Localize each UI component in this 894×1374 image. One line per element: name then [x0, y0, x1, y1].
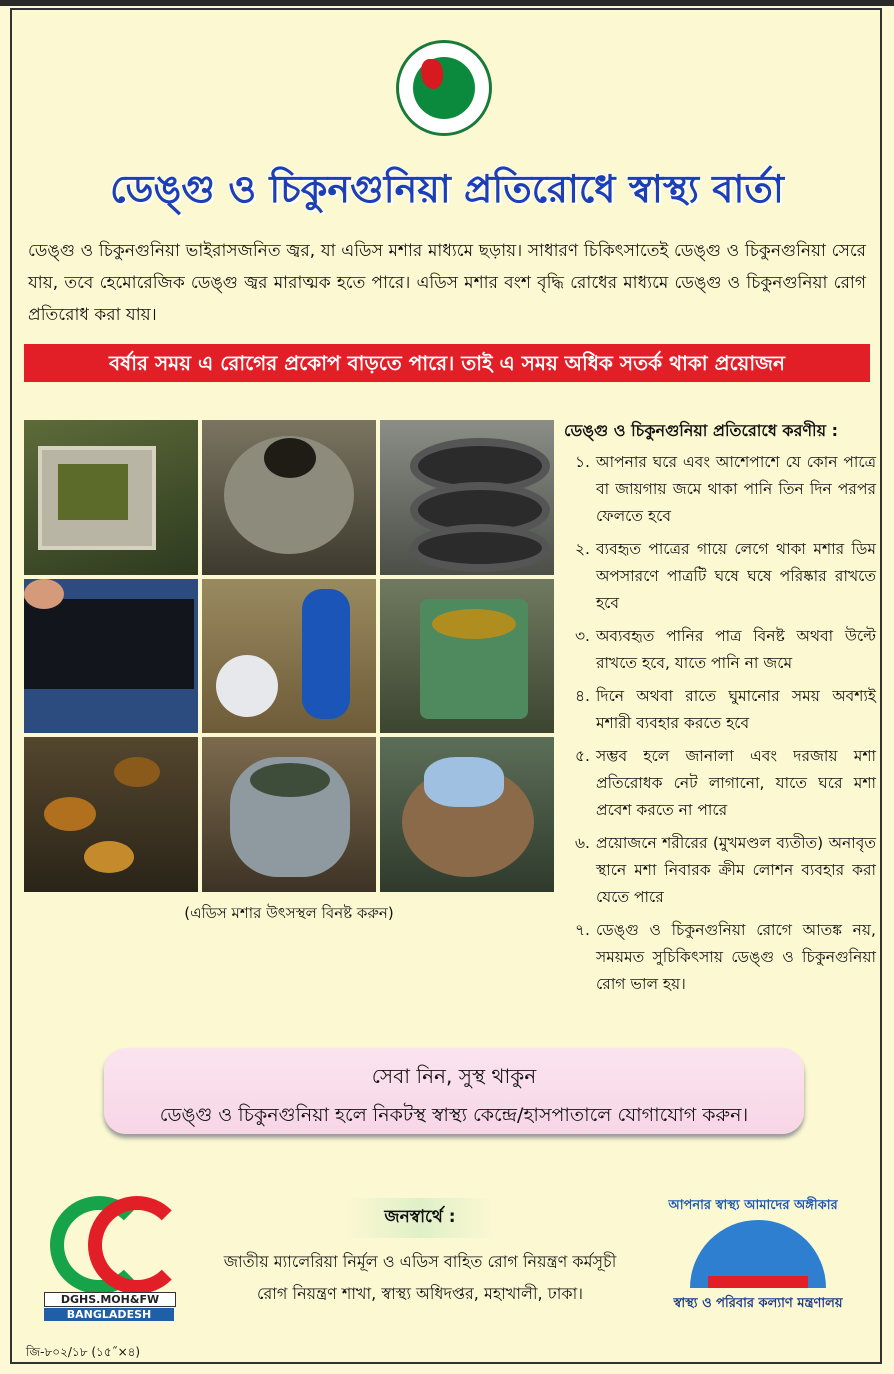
- photo-clay-pot: [202, 420, 376, 575]
- photo-pot-with-plastic: [380, 737, 554, 892]
- prevention-todo-list: [560, 418, 876, 1004]
- photo-plastic-bottles: [202, 579, 376, 734]
- photo-blue-drum: [24, 579, 198, 734]
- list-item: ৩. অব্যবহৃত পানির পাত্র বিনষ্ট অথবা উল্টে রাখতে হবে, যাতে পানি না জমে: [574, 627, 876, 672]
- photo-tyres: [380, 420, 554, 575]
- government-seal-logo: [396, 40, 492, 136]
- photo-coconut-shells: [24, 737, 198, 892]
- callout-line-1: সেবা নিন, সুস্থ থাকুন: [371, 1064, 537, 1088]
- todo-title: ডেঙ্গু ও চিকুনগুনিয়া প্রতিরোধে করণীয় :: [564, 421, 839, 440]
- top-rule: [0, 0, 894, 6]
- list-item: ৫. সম্ভব হলে জানালা এবং দরজায় মশা প্রতিরোধক নেট লাগানো, যাতে ঘরে মশা প্রবেশ করতে না পারে: [575, 747, 876, 819]
- list-item: ২. ব্যবহৃত পাত্রের গায়ে লেগে থাকা মশার ডিম অপসারণে পাত্রটি ঘষে ঘষে পরিষ্কার রাখতে হবে: [574, 540, 876, 612]
- print-code: জি-৮০২/১৮ (১৫˝×৪): [26, 1345, 141, 1359]
- intro-paragraph: ডেঙ্গু ও চিকুনগুনিয়া ভাইরাসজনিত জ্বর, যা এডিস মশার মাধ্যমে ছড়ায়। সাধারণ চিকিৎসাতেই ডেঙ্গু ও চিকুনগুনিয়া সেরে যায়, তবে হেমোরেজিক ডেঙ্গু জ্বর মারাত্মক হতে পারে। এডিস মশার বংশ বৃদ্ধি রোধের মাধ্যমে ডেঙ্গু ও চিকুনগুনিয়া রোগ প্রতিরোধ করা যায়।: [28, 241, 866, 325]
- footer-address-line: রোগ নিয়ন্ত্রণ শাখা, স্বাস্থ্য অধিদপ্তর, মহাখালী, ঢাকা।: [257, 1284, 583, 1303]
- photo-buckets: [380, 579, 554, 734]
- list-item: ৬. প্রয়োজনে শরীরের (মুখমণ্ডল ব্যতীত) অনাবৃত স্থানে মশা নিবারক ক্রীম লোশন ব্যবহার করা যেতে পারে: [574, 834, 876, 906]
- list-item: ১. আপনার ঘরে এবং আশেপাশে যে কোন পাত্রে বা জায়গায় জমে থাকা পানি তিন দিন পরপর ফেলতে হবে: [575, 453, 876, 525]
- page-title: ডেঙ্গু ও চিকুনগুনিয়া প্রতিরোধে স্বাস্থ্য বার্তা: [110, 167, 784, 211]
- footer-program-line: জাতীয় ম্যালেরিয়া নির্মূল ও এডিস বাহিত রোগ নিয়ন্ত্রণ কর্মসূচী: [223, 1252, 617, 1271]
- hpnsdp-logo: আপনার স্বাস্থ্য আমাদের অঙ্গীকার স্বাস্থ্য ও পরিবার কল্যাণ মন্ত্রণালয়: [668, 1198, 843, 1311]
- photo-cement-tank: [24, 420, 198, 575]
- photo-caption: (এডিস মশার উৎসস্থল বিনষ্ট করুন): [184, 904, 394, 922]
- callout-line-2: ডেঙ্গু ও চিকুনগুনিয়া হলে নিকটস্থ স্বাস্থ্য কেন্দ্রে/হাসপাতালে যোগাযোগ করুন।: [159, 1104, 749, 1126]
- footer-credits: [200, 1198, 640, 1310]
- health-service-callout: [104, 1048, 804, 1134]
- photo-metal-pot: [202, 737, 376, 892]
- cdc-logo: DGHS.MOH&FW BANGLADESH: [44, 1192, 174, 1324]
- warning-banner: বর্ষার সময় এ রোগের প্রকোপ বাড়তে পারে। তাই এ সময় অধিক সতর্ক থাকা প্রয়োজন: [24, 344, 870, 382]
- public-interest-label: জনস্বার্থে :: [344, 1198, 495, 1238]
- list-item: ৭. ডেঙ্গু ও চিকুনগুনিয়া রোগে আতঙ্ক নয়, সময়মত সুচিকিৎসায় ডেঙ্গু ও চিকুনগুনিয়া রোগ ভাল হয়।: [574, 921, 876, 993]
- list-item: ৪. দিনে অথবা রাতে ঘুমানোর সময় অবশ্যই মশারী ব্যবহার করতে হবে: [575, 687, 876, 732]
- breeding-sites-photo-grid: [24, 420, 554, 892]
